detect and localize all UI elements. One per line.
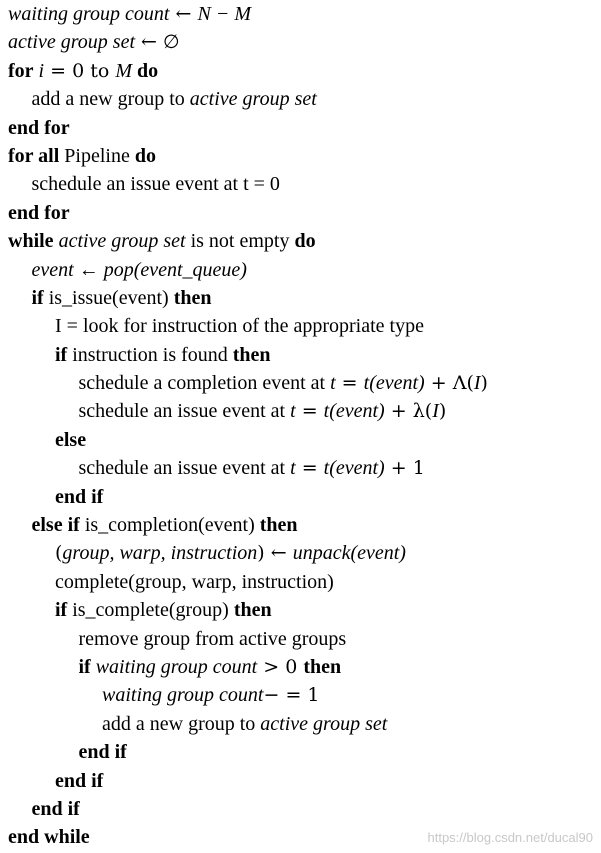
algorithm-math-symbol: ) [480,372,488,395]
algorithm-line [8,539,598,567]
algorithm-keyword: end for [8,116,70,139]
algorithm-keyword: then [259,514,298,537]
algorithm-math-variable: active group set [189,88,317,111]
algorithm-line [8,738,598,766]
algorithm-keyword: else if [31,514,80,537]
algorithm-math-variable: M [115,59,133,82]
algorithm-text: schedule a completion event at [78,372,331,395]
algorithm-math-symbol: ( [55,542,63,565]
algorithm-math-variable: t(event) [363,372,425,395]
algorithm-text: is_complete(group) [67,599,234,622]
algorithm-line [8,0,598,28]
algorithm-keyword: for [8,59,34,82]
algorithm-math-variable: active group set [58,230,186,253]
algorithm-line [8,57,598,85]
algorithm-math-variable: t [290,400,296,423]
algorithm-block [8,0,598,852]
algorithm-text: I = look for instruction of the appropriate type [55,315,424,338]
algorithm-keyword: if [55,599,68,622]
algorithm-line [8,284,598,312]
algorithm-line [8,312,598,340]
algorithm-keyword: for all [8,144,60,167]
algorithm-line [8,397,598,425]
algorithm-keyword: then [233,599,272,622]
algorithm-text: is_completion(event) [79,514,260,537]
algorithm-text: schedule an issue event at t = 0 [31,173,280,196]
algorithm-line [8,341,598,369]
algorithm-line [8,767,598,795]
algorithm-line [8,28,598,56]
algorithm-keyword: end if [55,485,104,508]
algorithm-keyword: end while [8,826,90,849]
algorithm-keyword: else [55,428,87,451]
algorithm-line [8,85,598,113]
algorithm-keyword: do [134,144,156,167]
algorithm-text: add a new group to [31,88,190,111]
algorithm-math-variable: t(event) [323,457,385,480]
algorithm-math-variable: waiting group count [95,655,258,678]
algorithm-math-variable: active group set [8,31,136,54]
algorithm-math-variable: N − M [197,3,251,25]
algorithm-text: is not empty [185,230,295,253]
algorithm-line [8,199,598,227]
algorithm-line [8,710,598,738]
algorithm-line [8,653,598,681]
algorithm-keyword: if [31,286,44,309]
algorithm-math-variable: unpack(event) [292,542,406,565]
algorithm-math-variable: i [38,59,45,82]
algorithm-line [8,511,598,539]
algorithm-math-symbol: + Λ( [424,372,474,395]
algorithm-text: add a new group to [102,712,261,735]
algorithm-keyword: then [173,286,212,309]
algorithm-keyword: end if [55,769,104,792]
algorithm-line [8,454,598,482]
algorithm-math-symbol: + λ( [384,400,433,423]
algorithm-keyword: end if [78,741,127,764]
algorithm-line [8,795,598,823]
algorithm-math-symbol: ) [438,400,447,423]
algorithm-math-variable: waiting group count [8,3,170,25]
algorithm-math-symbol: ← ∅ [135,31,180,54]
algorithm-math-symbol: ← [169,3,198,25]
algorithm-math-symbol: > 0 [257,655,304,678]
algorithm-math-variable: I [473,372,481,395]
watermark: https://blog.csdn.net/ducal90 [427,830,593,845]
algorithm-text: is_issue(event) [43,286,174,309]
algorithm-math-symbol: ) ← [257,542,293,565]
algorithm-text: instruction is found [67,343,233,366]
algorithm-text: schedule an issue event at [78,400,291,423]
algorithm-text: Pipeline [59,144,135,167]
algorithm-line [8,426,598,454]
algorithm-math-variable: event ← pop(event_queue) [31,258,247,281]
algorithm-text: remove group from active groups [78,627,347,650]
algorithm-line [8,681,598,709]
algorithm-line [8,568,598,596]
algorithm-math-variable: waiting group count [102,684,264,707]
algorithm-keyword: then [232,343,271,366]
algorithm-math-variable: active group set [260,712,388,735]
algorithm-line [8,114,598,142]
algorithm-math-variable: t [330,372,336,395]
algorithm-math-symbol: + 1 [384,457,425,480]
algorithm-keyword: while [8,230,54,253]
algorithm-keyword: end for [8,201,70,224]
algorithm-keyword: then [303,655,342,678]
algorithm-math-symbol: = 0 to [44,59,116,82]
algorithm-line [8,625,598,653]
algorithm-keyword: do [294,230,316,253]
algorithm-math-variable: t(event) [323,400,385,423]
algorithm-line [8,170,598,198]
algorithm-line [8,596,598,624]
algorithm-keyword: do [137,59,159,82]
algorithm-line [8,483,598,511]
algorithm-line [8,227,598,255]
algorithm-line [8,142,598,170]
algorithm-keyword: if [78,655,91,678]
algorithm-math-symbol: = [295,400,324,423]
algorithm-keyword: end if [31,797,80,820]
algorithm-math-symbol: = [295,457,324,480]
algorithm-math-variable: group, warp, instruction [62,542,258,565]
algorithm-math-variable: I [432,400,439,423]
algorithm-text: complete(group, warp, instruction) [55,570,334,593]
algorithm-math-symbol: − = 1 [263,684,320,707]
algorithm-line [8,256,598,284]
algorithm-text: schedule an issue event at [78,457,291,480]
algorithm-keyword: if [55,343,68,366]
algorithm-line [8,369,598,397]
algorithm-math-symbol: = [335,372,364,395]
algorithm-math-variable: t [290,457,296,480]
